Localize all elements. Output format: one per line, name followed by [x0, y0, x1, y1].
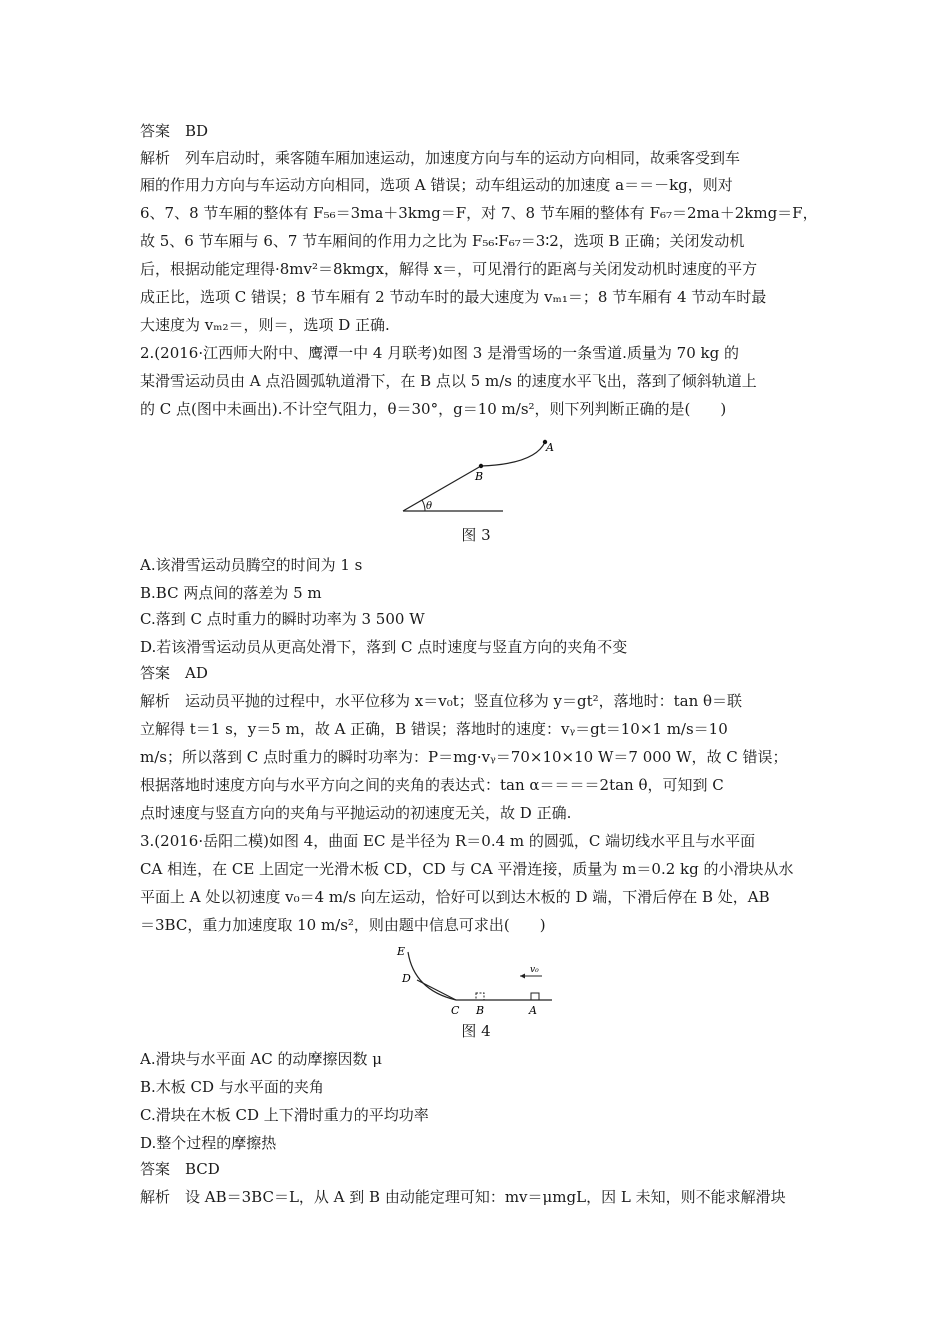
- answer-line-3: 答案 BCD: [140, 1160, 220, 1178]
- option-2d: D.若该滑雪运动员从更高处滑下，落到 C 点时速度与竖直方向的夹角不变: [140, 638, 628, 656]
- figure-4-caption: 图 4: [461, 1022, 491, 1040]
- point-b: [479, 464, 483, 468]
- question-3-line-1: 3.(2016·岳阳二模)如图 4，曲面 EC 是半径为 R＝0.4 m 的圆弧，C 端切线水平且与水平面: [140, 832, 756, 850]
- label-b: B: [475, 470, 484, 483]
- analysis-1-line-5: 后，根据动能定理得·8mv²＝8kmgx，解得 x＝，可见滑行的距离与关闭发动机时速度的平方: [140, 260, 758, 278]
- figure-3-diagram: [395, 438, 555, 522]
- question-3-line-3: 平面上 A 处以初速度 v₀＝4 m/s 向左运动，恰好可以到达木板的 D 端，下滑后停在 B 处，AB: [140, 888, 770, 906]
- option-3a: A.滑块与水平面 AC 的动摩擦因数 μ: [140, 1050, 382, 1068]
- analysis-1-line-7: 大速度为 vₘ₂＝，则＝，选项 D 正确.: [140, 316, 390, 334]
- analysis-2-line-3: m/s；所以落到 C 点时重力的瞬时功率为：P＝mg·vᵧ＝70×10×10 W＝7 000 W，故 C 错误；: [140, 748, 788, 766]
- board-cd: [417, 980, 456, 1000]
- label-e: E: [397, 945, 406, 958]
- analysis-1-line-1: 解析 列车启动时，乘客随车厢加速运动，加速度方向与车的运动方向相同，故乘客受到车: [140, 149, 741, 167]
- label-a: A: [546, 441, 554, 454]
- option-3d: D.整个过程的摩擦热: [140, 1134, 277, 1152]
- analysis-2-line-4: 根据落地时速度方向与水平方向之间的夹角的表达式：tan α＝＝＝＝2tan θ，可知到 C: [140, 776, 724, 794]
- answer-line-1: 答案 BD: [140, 122, 209, 140]
- curved-surface-ec: [408, 952, 456, 1000]
- analysis-3-line-1: 解析 设 AB＝3BC＝L，从 A 到 B 由动能定理可知：mv＝μmgL，因 L 未知，则不能求解滑块: [140, 1188, 786, 1206]
- question-2-line-1: 2.(2016·江西师大附中、鹰潭一中 4 月联考)如图 3 是滑雪场的一条雪道.质量为 70 kg 的: [140, 344, 739, 362]
- question-2-line-2: 某滑雪运动员由 A 点沿圆弧轨道滑下，在 B 点以 5 m/s 的速度水平飞出，落到了倾斜轨道上: [140, 372, 757, 390]
- label-theta: θ: [426, 501, 433, 512]
- option-3c: C.滑块在木板 CD 上下滑时重力的平均功率: [140, 1106, 429, 1124]
- block-at-a: [531, 993, 539, 1000]
- velocity-arrowhead: [520, 974, 525, 979]
- option-3b: B.木板 CD 与水平面的夹角: [140, 1078, 324, 1096]
- arc-track: [481, 442, 545, 466]
- option-2a: A.该滑雪运动员腾空的时间为 1 s: [140, 556, 363, 574]
- option-2c: C.落到 C 点时重力的瞬时功率为 3 500 W: [140, 610, 425, 628]
- label-a: A: [529, 1004, 537, 1017]
- analysis-2-line-2: 立解得 t＝1 s，y＝5 m，故 A 正确，B 错误；落地时的速度：vᵧ＝gt＝10×1 m/s＝10: [140, 720, 728, 738]
- figure-3-caption: 图 3: [461, 526, 491, 544]
- analysis-2-line-5: 点时速度与竖直方向的夹角与平抛运动的初速度无关，故 D 正确.: [140, 804, 572, 822]
- question-2-line-3: 的 C 点(图中未画出).不计空气阻力，θ＝30°，g＝10 m/s²，则下列判断正确的是( ): [140, 400, 727, 418]
- question-3-line-4: ＝3BC，重力加速度取 10 m/s²，则由题中信息可求出( ): [140, 916, 546, 934]
- question-3-line-2: CA 相连，在 CE 上固定一光滑木板 CD，CD 与 CA 平滑连接，质量为 m＝0.2 kg 的小滑块从水: [140, 860, 794, 878]
- block-at-b: [476, 993, 484, 1000]
- label-c: C: [451, 1004, 460, 1017]
- label-b: B: [476, 1004, 485, 1017]
- label-d: D: [402, 972, 411, 985]
- theta-arc: [422, 500, 425, 511]
- analysis-1-line-4: 故 5、6 节车厢与 6、7 节车厢间的作用力之比为 F₅₆∶F₆₇＝3∶2，选项 B 正确；关闭发动机: [140, 232, 745, 250]
- slope-line: [403, 466, 484, 511]
- analysis-1-line-6: 成正比，选项 C 错误；8 节车厢有 2 节动车时的最大速度为 vₘ₁＝；8 节车厢有 4 节动车时最: [140, 288, 767, 306]
- label-v0: v₀: [530, 965, 539, 975]
- option-2b: B.BC 两点间的落差为 5 m: [140, 584, 322, 602]
- analysis-1-line-2: 厢的作用力方向与车运动方向相同，选项 A 错误；动车组运动的加速度 a＝＝－kg，则对: [140, 176, 733, 194]
- analysis-2-line-1: 解析 运动员平抛的过程中，水平位移为 x＝v₀t；竖直位移为 y＝gt²，落地时：tan θ＝联: [140, 692, 743, 710]
- figure-4-diagram: [394, 940, 558, 1016]
- analysis-1-line-3: 6、7、8 节车厢的整体有 F₅₆＝3ma＋3kmg＝F，对 7、8 节车厢的整体有 F₆₇＝2ma＋2kmg＝F，: [140, 204, 818, 222]
- answer-line-2: 答案 AD: [140, 664, 208, 682]
